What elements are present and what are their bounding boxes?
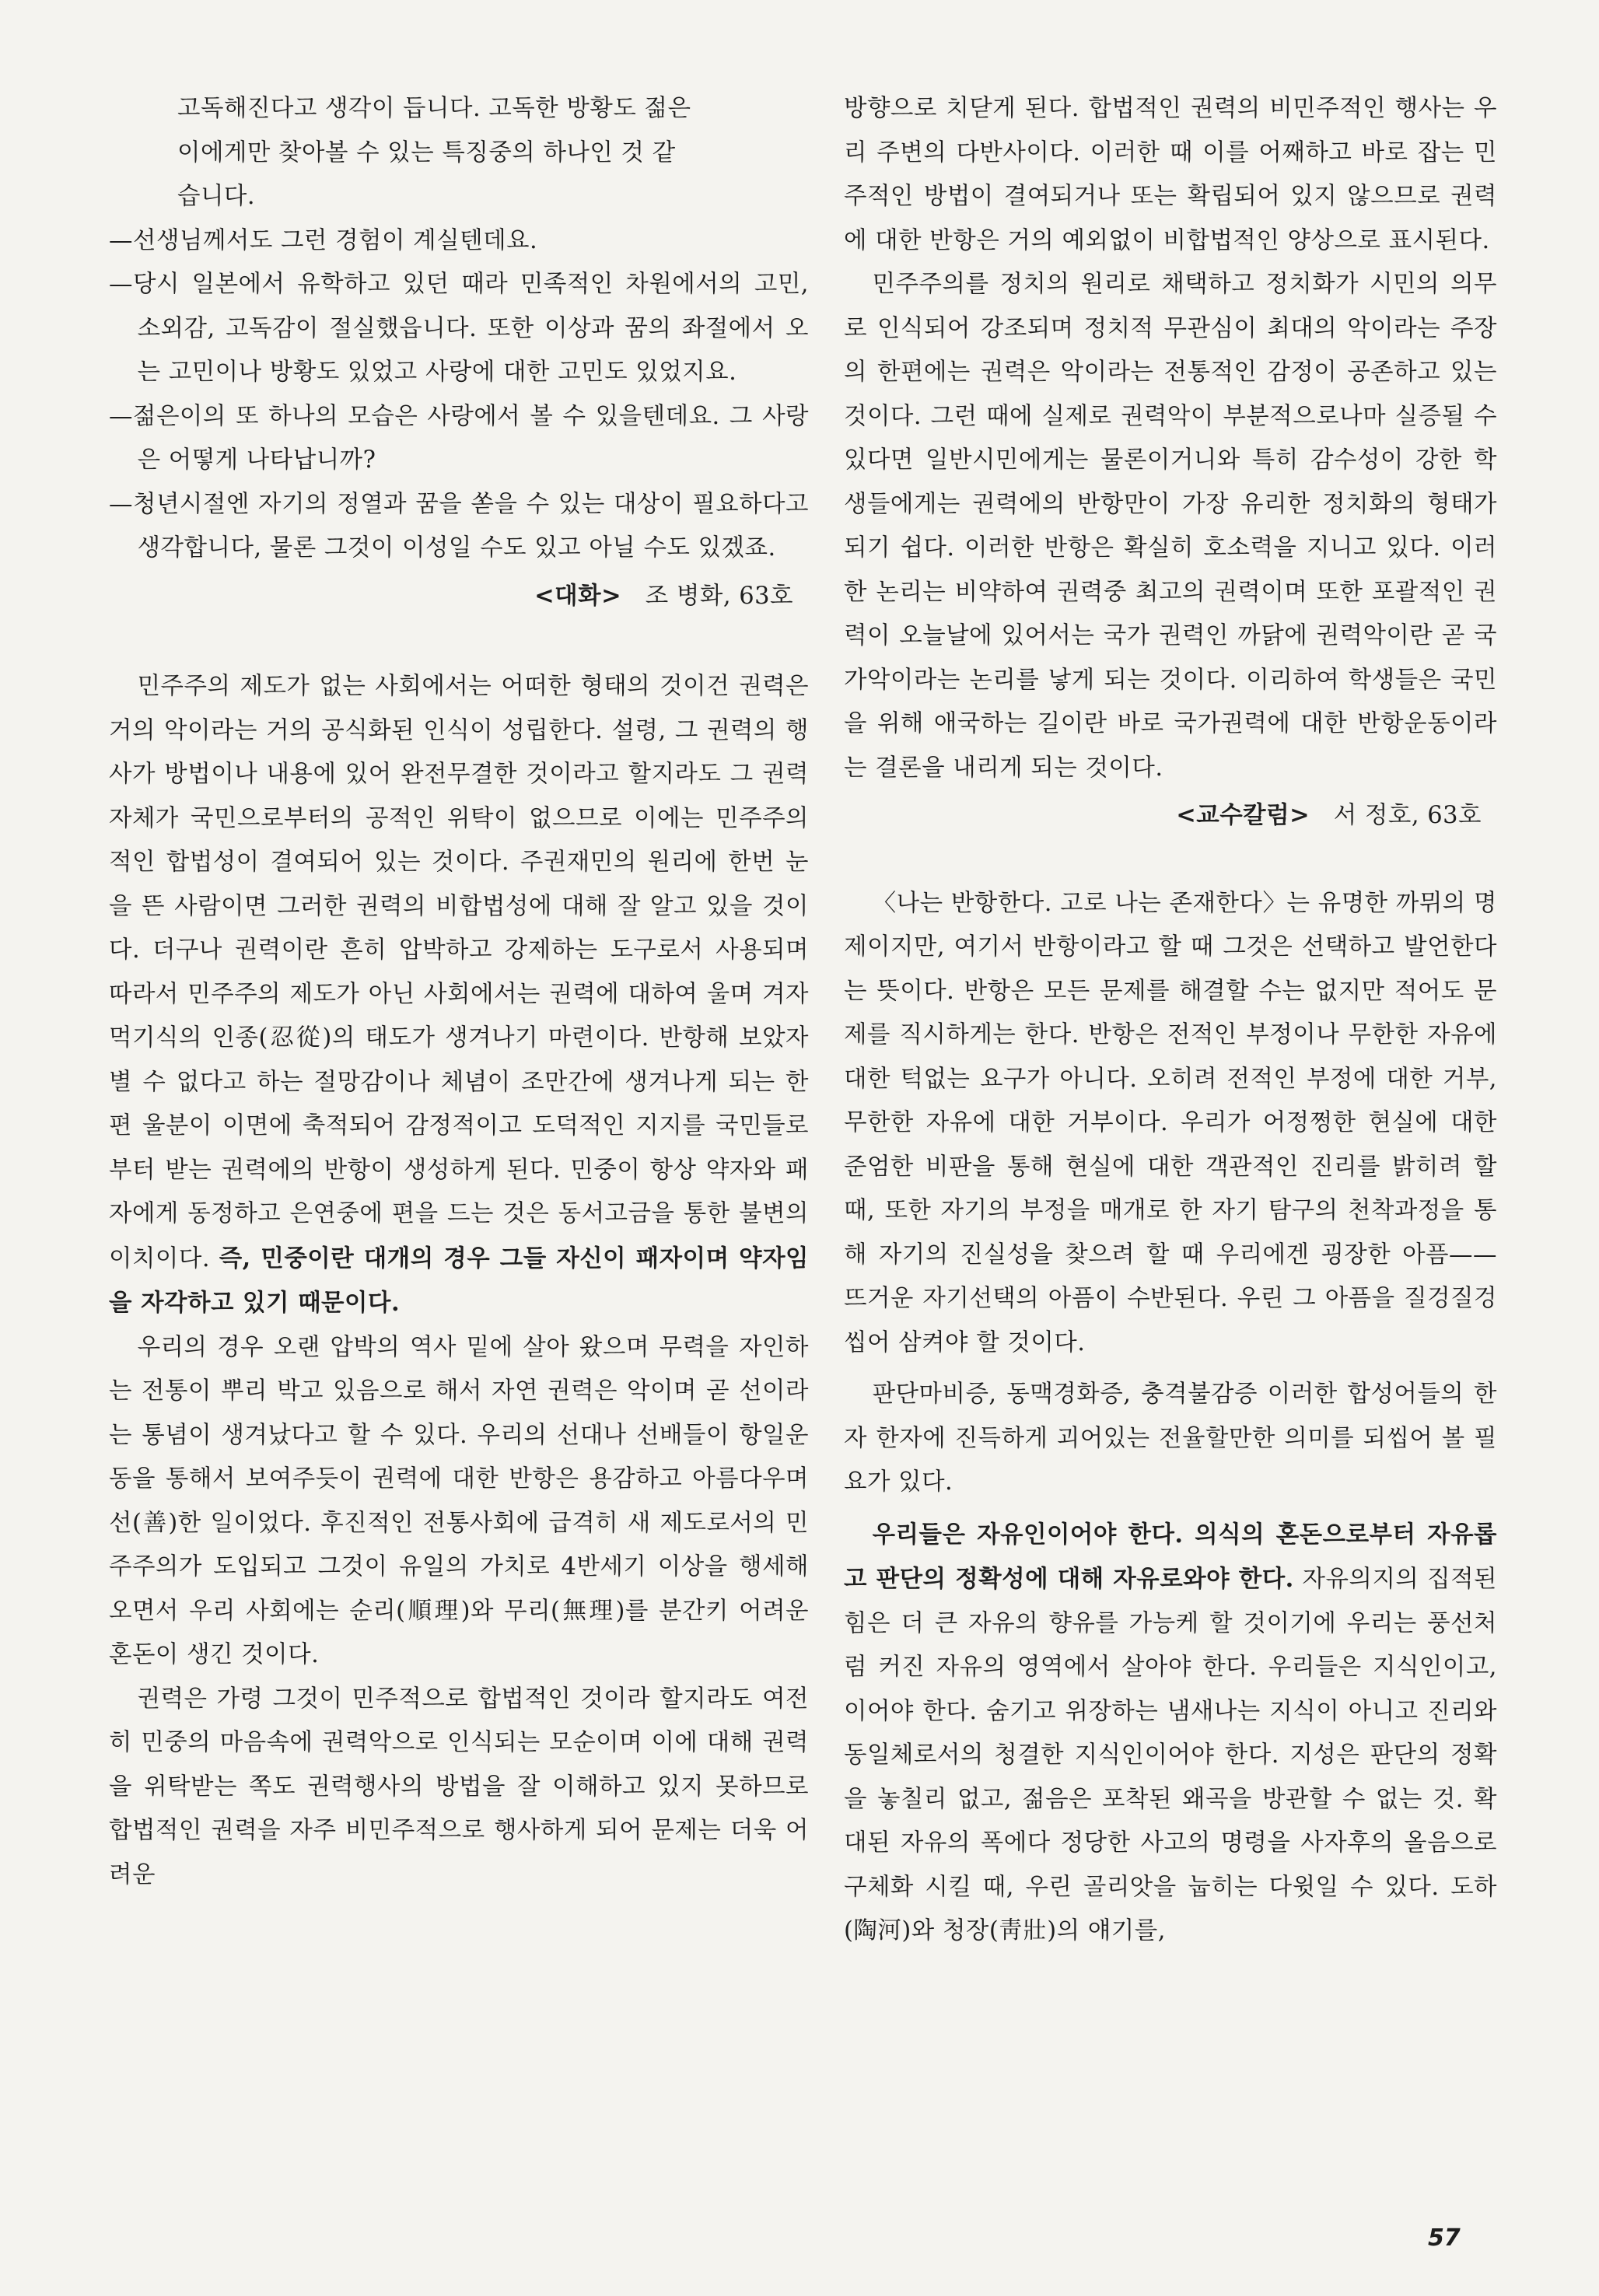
page-number: 57 [1428,2224,1461,2252]
interview-line-1: 고독해진다고 생각이 듭니다. 고독한 방황도 젊은 [177,95,691,122]
interview-answer-continued [109,87,809,219]
interview-line-2: 이에게만 찾아볼 수 있는 특징중의 하나인 것 같 [177,138,676,166]
left-column [109,87,809,1897]
section-gap [109,618,809,665]
byline-tag: <교수칼럼> [1176,801,1310,829]
interview-question-2: —젊은이의 또 하나의 모습은 사랑에서 볼 수 있을텐데요. 그 사랑은 어떻게 나타납니까? [109,402,809,474]
byline-tag: <대화> [534,581,622,610]
byline-author: 서 정호, 63호 [1333,802,1482,829]
interview-question-1: —선생님께서도 그런 경험이 계실텐데요. [109,226,538,254]
right-column [844,87,1497,1954]
interview-answer-1: —당시 일본에서 유학하고 있던 때라 민족적인 차원에서의 고민, 소외감, 고독감이 절실했읍니다. 또한 이상과 꿈의 좌절에서 오는 고민이나 방황도 있었고 사랑에 대한 고민도 있었지요. [109,271,809,386]
column-paragraph-1: 방향으로 치닫게 된다. 합법적인 권력의 비민주적인 행사는 우리 주변의 다반사이다. 이러한 때 이를 어째하고 바로 잡는 민주적인 방법이 결여되거나 또는 확립되어 있지 않으므로 권력에 대한 반항은 거의 예외없이 비합법적인 양상으로 표시된다. [844,95,1497,254]
essay-paragraph-3: 권력은 가령 그것이 민주적으로 합법적인 것이라 할지라도 여전히 민중의 마음속에 권력악으로 인식되는 모순이며 이에 대해 권력을 위탁받는 쪽도 권력행사의 방법을 잘 이해하고 있지 못하므로 합법적인 권력을 자주 비민주적으로 행사하게 되어 문제는 더욱 어려운 [109,1685,809,1888]
essay2-paragraph-3 [844,1513,1497,1954]
essay-paragraph-2: 우리의 경우 오랜 압박의 역사 밑에 살아 왔으며 무력을 자인하는 전통이 뿌리 박고 있음으로 해서 자연 권력은 악이며 곧 선이라는 통념이 생겨났다고 할 수 있다. 우리의 선대나 선배들이 항일운동을 통해서 보여주듯이 권력에 대한 반항은 용감하고 아름다우며 선(善)한 일이었다. 후진적인 전통사회에 급격히 새 제도로서의 민주주의가 도입되고 그것이 유일의 가치로 4반세기 이상을 행세해오면서 우리 사회에는 순리(順理)와 무리(無理)를 분간키 어려운 혼돈이 생긴 것이다. [109,1333,809,1668]
essay2-paragraph-3-bold: 우리들은 자유인이어야 한다. 의식의 혼돈으로부터 자유롭고 판단의 정확성에 대해 자유로와야 한다. [844,1520,1497,1593]
byline-interview [109,574,809,619]
interview-answer-2: —청년시절엔 자기의 정열과 꿈을 쏟을 수 있는 대상이 필요하다고 생각합니다, 물론 그것이 이성일 수도 있고 아닐 수도 있겠죠. [109,490,809,562]
byline-author: 조 병화, 63호 [645,582,793,610]
essay-paragraph-1 [109,665,809,1326]
interview-line-3: 습니다. [177,183,256,210]
essay2-paragraph-1: 〈나는 반항한다. 고로 나는 존재한다〉는 유명한 까뮈의 명제이지만, 여기서 반항이라고 할 때 그것은 선택하고 발언한다는 뜻이다. 반항은 모든 문제를 해결할 수는 없지만 적어도 문제를 직시하게는 한다. 반항은 전적인 부정이나 무한한 자유에 대한 턱없는 요구가 아니다. 오히려 전적인 부정에 대한 거부, 무한한 자유에 대한 거부이다. 우리가 어정쩡한 현실에 대한 준엄한 비판을 통해 현실에 대한 객관적인 진리를 밝히려 할 때, 또한 자기의 부정을 매개로 한 자기 탐구의 천착과정을 통해 자기의 진실성을 찾으려 할 때 우리에겐 굉장한 아픔—— 뜨거운 자기선택의 아픔이 수반된다. 우린 그 아픔을 질겅질겅 씹어 삼켜야 할 것이다. [844,889,1497,1356]
byline-column [844,793,1497,838]
essay2-paragraph-3-text: 자유의지의 집적된 힘은 더 큰 자유의 향유를 가능케 할 것이기에 우리는 풍선처럼 커진 자유의 영역에서 살아야 한다. 우리들은 지식인이고, 이어야 한다. 숨기고 위장하는 냄새나는 지식이 아니고 진리와 동일체로서의 청결한 지식인이어야 한다. 지성은 판단의 정확을 놓칠리 없고, 젊음은 포착된 왜곡을 방관할 수 없는 것. 확대된 자유의 폭에다 정당한 사고의 명령을 사자후의 올음으로 구체화 시킬 때, 우린 골리앗을 눕히는 다윗일 수 있다. 도하(陶河)와 청장(靑壯)의 얘기를, [844,1566,1497,1944]
section-gap [844,838,1497,882]
essay-paragraph-1-text: 민주주의 제도가 없는 사회에서는 어떠한 형태의 것이건 권력은 거의 악이라는 거의 공식화된 인식이 성립한다. 설령, 그 권력의 행사가 방법이나 내용에 있어 완전무결한 것이라고 할지라도 그 권력자체가 국민으로부터의 공적인 위탁이 없으므로 이에는 민주주의적인 합법성이 결여되어 있는 것이다. 주권재민의 원리에 한번 눈을 뜬 사람이면 그러한 권력의 비합법성에 대해 잘 알고 있을 것이다. 더구나 권력이란 흔히 압박하고 강제하는 도구로서 사용되며 따라서 민주주의 제도가 아닌 사회에서는 권력에 대하여 울며 겨자먹기식의 인종(忍從)의 태도가 생겨나기 마련이다. 반항해 보았자 별 수 없다고 하는 절망감이나 체념이 조만간에 생겨나게 되는 한편 울분이 이면에 축적되어 감정적이고 도덕적인 지지를 국민들로부터 받는 권력에의 반항이 생성하게 된다. 민중이 항상 약자와 패자에게 동정하고 은연중에 편을 드는 것은 동서고금을 통한 불변의 이치이다. [109,673,809,1272]
column-paragraph-2: 민주주의를 정치의 원리로 채택하고 정치화가 시민의 의무로 인식되어 강조되며 정치적 무관심이 최대의 악이라는 주장의 한편에는 권력은 악이라는 전통적인 감정이 공존하고 있는 것이다. 그런 때에 실제로 권력악이 부분적으로나마 실증될 수 있다면 일반시민에게는 물론이거니와 특히 감수성이 강한 학생들에게는 권력에의 반항만이 가장 유리한 정치화의 형태가 되기 쉽다. 이러한 반항은 확실히 호소력을 지니고 있다. 이러한 논리는 비약하여 권력중 최고의 권력이며 또한 포괄적인 권력이 오늘날에 있어서는 국가 권력인 까닭에 권력악이란 곧 국가악이라는 논리를 낳게 되는 것이다. 이리하여 학생들은 국민을 위해 애국하는 길이란 바로 국가권력에 대한 반항운동이라는 결론을 내리게 되는 것이다. [844,271,1497,782]
essay2-paragraph-2: 판단마비증, 동맥경화증, 충격불감증 이러한 합성어들의 한자 한자에 진득하게 괴어있는 전율할만한 의미를 되씹어 볼 필요가 있다. [844,1381,1497,1496]
essay-paragraph-1-bold: 즉, 민중이란 대개의 경우 그들 자신이 패자이며 약자임을 자각하고 있기 때문이다. [109,1244,809,1317]
